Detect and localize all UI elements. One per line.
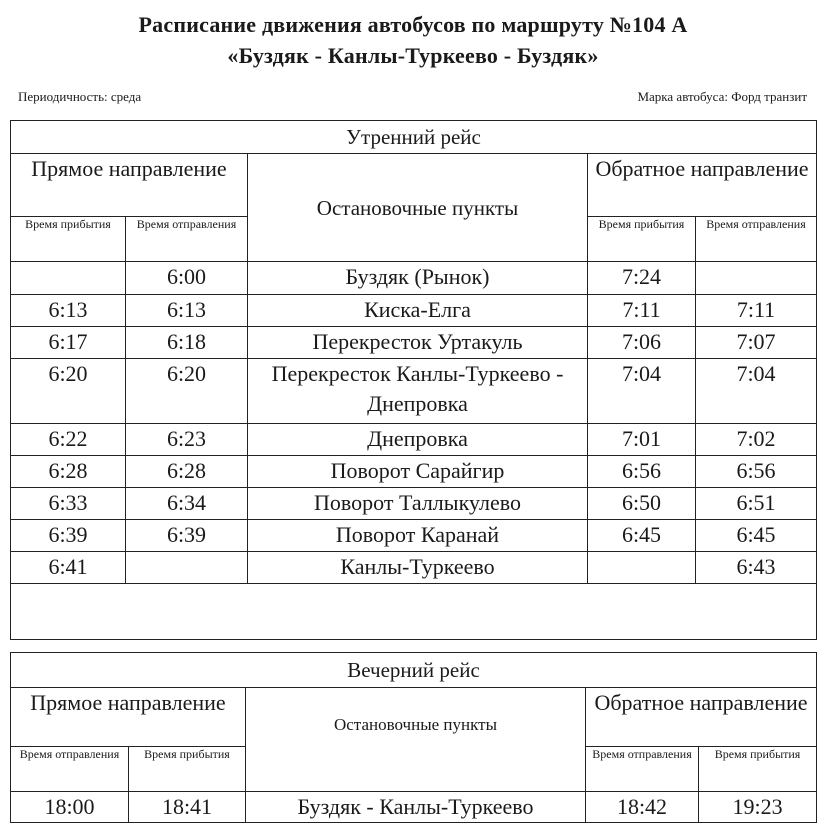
- table-row: [11, 327, 817, 359]
- morning-reverse-arrival: 7:11: [588, 295, 696, 327]
- evening-stop-name: Буздяк - Канлы-Туркеево: [246, 792, 586, 823]
- evening-col-forward-arrival: Время прибытия: [129, 747, 246, 792]
- morning-forward-departure: 6:20: [126, 359, 248, 424]
- morning-forward-arrival: 6:33: [11, 488, 126, 520]
- morning-reverse-arrival: [588, 552, 696, 584]
- morning-reverse-departure: 7:04: [696, 359, 817, 424]
- morning-stops-header: Остановочные пункты: [248, 154, 588, 262]
- table-row: [11, 520, 817, 552]
- morning-reverse-departure: 7:11: [696, 295, 817, 327]
- morning-forward-arrival: 6:17: [11, 327, 126, 359]
- morning-forward-header: Прямое направление: [11, 154, 248, 217]
- evening-reverse-departure: 18:42: [586, 792, 699, 823]
- morning-reverse-arrival: 6:45: [588, 520, 696, 552]
- morning-col-forward-arrival: Время прибытия: [11, 217, 126, 262]
- morning-col-reverse-departure: Время отправления: [696, 217, 817, 262]
- morning-stop-name: Перекресток Канлы-Туркеево - Днепровка: [248, 359, 588, 424]
- morning-forward-arrival: 6:28: [11, 456, 126, 488]
- evening-stops-header: Остановочные пункты: [246, 688, 586, 792]
- morning-reverse-departure: 6:51: [696, 488, 817, 520]
- morning-stop-name: Киска-Елга: [248, 295, 588, 327]
- morning-reverse-arrival: 7:24: [588, 262, 696, 295]
- morning-forward-arrival: 6:39: [11, 520, 126, 552]
- morning-stop-name: Поворот Таллыкулево: [248, 488, 588, 520]
- morning-section-title: Утренний рейс: [11, 121, 817, 154]
- table-row: [11, 262, 817, 295]
- morning-forward-arrival: 6:41: [11, 552, 126, 584]
- evening-col-reverse-arrival: Время прибытия: [699, 747, 817, 792]
- morning-stop-name: Днепровка: [248, 424, 588, 456]
- morning-forward-departure: [126, 552, 248, 584]
- bus-brand-note: Марка автобуса: Форд транзит: [637, 89, 807, 104]
- table-row: [11, 424, 817, 456]
- morning-reverse-departure: 6:56: [696, 456, 817, 488]
- blank-row: [11, 584, 817, 640]
- evening-forward-departure: 18:00: [11, 792, 129, 823]
- evening-forward-header: Прямое направление: [11, 688, 246, 747]
- morning-reverse-departure: 7:02: [696, 424, 817, 456]
- evening-schedule-table: [10, 652, 817, 823]
- morning-forward-arrival: 6:20: [11, 359, 126, 424]
- morning-reverse-header: Обратное направление: [588, 154, 817, 217]
- morning-forward-departure: 6:13: [126, 295, 248, 327]
- morning-stop-name: Буздяк (Рынок): [248, 262, 588, 295]
- morning-col-reverse-arrival: Время прибытия: [588, 217, 696, 262]
- morning-stop-name: Поворот Сарайгир: [248, 456, 588, 488]
- morning-forward-departure: 6:00: [126, 262, 248, 295]
- morning-forward-departure: 6:23: [126, 424, 248, 456]
- morning-reverse-arrival: 6:50: [588, 488, 696, 520]
- morning-schedule-table: [10, 120, 817, 640]
- morning-reverse-departure: 6:45: [696, 520, 817, 552]
- morning-forward-departure: 6:18: [126, 327, 248, 359]
- morning-stop-name: Перекресток Уртакуль: [248, 327, 588, 359]
- route-subtitle: «Буздяк - Канлы-Туркеево - Буздяк»: [227, 43, 599, 68]
- evening-reverse-header: Обратное направление: [586, 688, 817, 747]
- morning-forward-arrival: [11, 262, 126, 295]
- table-row: [11, 456, 817, 488]
- morning-forward-departure: 6:34: [126, 488, 248, 520]
- page-title: Расписание движения автобусов по маршруту №104 А: [138, 12, 688, 37]
- evening-section-title: Вечерний рейс: [11, 653, 817, 688]
- morning-forward-arrival: 6:13: [11, 295, 126, 327]
- morning-reverse-departure: 6:43: [696, 552, 817, 584]
- table-row: [11, 359, 817, 424]
- morning-stop-name: Поворот Каранай: [248, 520, 588, 552]
- morning-reverse-arrival: 7:01: [588, 424, 696, 456]
- morning-reverse-arrival: 7:04: [588, 359, 696, 424]
- table-row: [11, 488, 817, 520]
- frequency-note: Периодичность: среда: [18, 89, 142, 104]
- evening-col-reverse-departure: Время отправления: [586, 747, 699, 792]
- morning-reverse-arrival: 7:06: [588, 327, 696, 359]
- schedule-page: [5, 4, 821, 826]
- morning-reverse-arrival: 6:56: [588, 456, 696, 488]
- morning-col-forward-departure: Время отправления: [126, 217, 248, 262]
- evening-forward-arrival: 18:41: [129, 792, 246, 823]
- morning-reverse-departure: [696, 262, 817, 295]
- morning-reverse-departure: 7:07: [696, 327, 817, 359]
- morning-forward-arrival: 6:22: [11, 424, 126, 456]
- morning-forward-departure: 6:39: [126, 520, 248, 552]
- table-row: [11, 295, 817, 327]
- morning-forward-departure: 6:28: [126, 456, 248, 488]
- table-row: [11, 552, 817, 584]
- morning-stop-name: Канлы-Туркеево: [248, 552, 588, 584]
- evening-reverse-arrival: 19:23: [699, 792, 817, 823]
- evening-col-forward-departure: Время отправления: [11, 747, 129, 792]
